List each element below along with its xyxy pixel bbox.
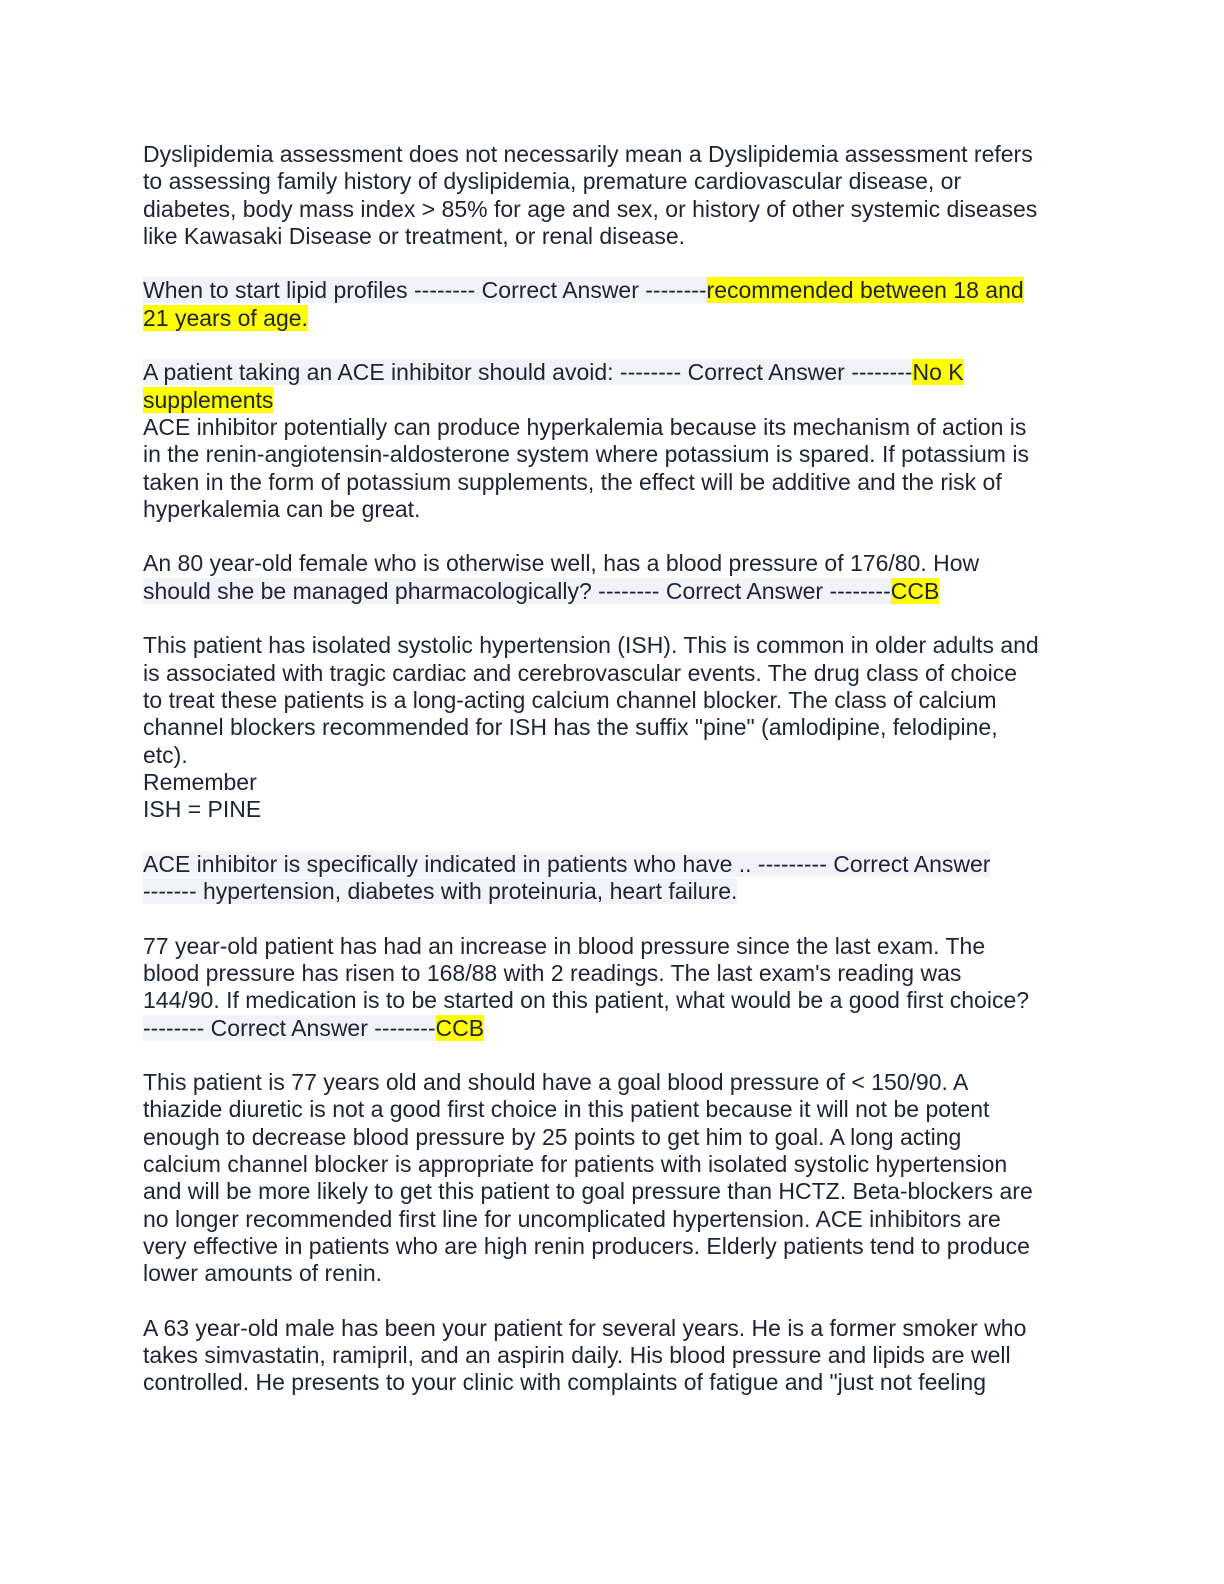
explanation-line: thiazide diuretic is not a good first choice in this patient because it will not be potent	[143, 1096, 990, 1123]
highlighted-answer: No K	[912, 359, 964, 386]
qa-63-year-old-male	[143, 1315, 1078, 1397]
text-line: diabetes, body mass index > 85% for age and sex, or history of other systemic diseases	[143, 195, 1038, 222]
question-text: A patient taking an ACE inhibitor should avoid: -------- Correct Answer --------	[143, 359, 913, 386]
answer-text: ------- hypertension, diabetes with proteinuria, heart failure.	[143, 878, 738, 905]
question-text: blood pressure has risen to 168/88 with 2 readings. The last exam's reading was	[143, 959, 962, 986]
question-text: takes simvastatin, ramipril, and an aspirin daily. His blood pressure and lipids are well	[143, 1342, 1011, 1369]
answer-prefix: -------- Correct Answer --------	[143, 1014, 436, 1041]
highlighted-answer: CCB	[435, 1014, 485, 1041]
explanation-line: ISH = PINE	[143, 796, 262, 823]
explanation-line: and will be more likely to get this patient to goal pressure than HCTZ. Beta-blockers are	[143, 1178, 1033, 1205]
qa-ace-inhibitor-indicated	[143, 851, 1078, 906]
text-line: Dyslipidemia assessment does not necessarily mean a Dyslipidemia assessment refers	[143, 141, 1033, 167]
explanation-line: is associated with tragic cardiac and cerebrovascular events. The drug class of choice	[143, 659, 1018, 686]
text-line: to assessing family history of dyslipidemia, premature cardiovascular disease, or	[143, 168, 962, 195]
question-text: should she be managed pharmacologically? -------- Correct Answer --------	[143, 577, 891, 604]
question-text: An 80 year-old female who is otherwise well, has a blood pressure of 176/80. How	[143, 550, 980, 577]
question-text: When to start lipid profiles -------- Correct Answer --------	[143, 277, 707, 304]
explanation-line: enough to decrease blood pressure by 25 points to get him to goal. A long acting	[143, 1123, 962, 1150]
question-text: 144/90. If medication is to be started on this patient, what would be a good first choice?	[143, 987, 1030, 1014]
explanation-line: etc).	[143, 741, 188, 768]
intro-paragraph	[143, 141, 1078, 250]
qa-lipid-profiles	[143, 277, 1078, 332]
explanation-line: taken in the form of potassium supplements, the effect will be additive and the risk of	[143, 468, 1002, 495]
highlighted-answer: CCB	[890, 577, 940, 604]
explanation-line: no longer recommended first line for uncomplicated hypertension. ACE inhibitors are	[143, 1205, 1001, 1232]
text-line: like Kawasaki Disease or treatment, or renal disease.	[143, 222, 686, 249]
question-text: A 63 year-old male has been your patient for several years. He is a former smoker who	[143, 1314, 1027, 1341]
explanation-line: lower amounts of renin.	[143, 1260, 383, 1287]
explanation-line: hyperkalemia can be great.	[143, 495, 421, 522]
explanation-line: This patient has isolated systolic hypertension (ISH). This is common in older adults and	[143, 632, 1039, 659]
qa-ace-inhibitor-avoid	[143, 359, 1078, 523]
explanation-line: in the renin-angiotensin-aldosterone system where potassium is spared. If potassium is	[143, 441, 1029, 468]
explanation-line: ACE inhibitor potentially can produce hyperkalemia because its mechanism of action is	[143, 413, 1027, 440]
explanation-line: This patient is 77 years old and should have a goal blood pressure of < 150/90. A	[143, 1069, 969, 1096]
highlighted-answer: 21 years of age.	[143, 304, 308, 331]
explanation-line: Remember	[143, 768, 257, 795]
explanation-line: very effective in patients who are high renin producers. Elderly patients tend to produce	[143, 1232, 1030, 1259]
highlighted-answer: recommended between 18 and	[706, 277, 1024, 304]
qa-77-year-old-patient	[143, 933, 1078, 1288]
question-text: controlled. He presents to your clinic with complaints of fatigue and "just not feeling	[143, 1369, 987, 1396]
qa-80-year-old-female	[143, 550, 1078, 823]
explanation-line: channel blockers recommended for ISH has the suffix "pine" (amlodipine, felodipine,	[143, 714, 998, 741]
question-text: ACE inhibitor is specifically indicated in patients who have .. --------- Correct Answer	[143, 850, 991, 877]
highlighted-answer: supplements	[143, 386, 274, 413]
question-text: 77 year-old patient has had an increase in blood pressure since the last exam. The	[143, 932, 986, 959]
explanation-line: to treat these patients is a long-acting calcium channel blocker. The class of calcium	[143, 686, 997, 713]
document-body	[143, 141, 1078, 1397]
explanation-line: calcium channel blocker is appropriate for patients with isolated systolic hypertension	[143, 1150, 1008, 1177]
